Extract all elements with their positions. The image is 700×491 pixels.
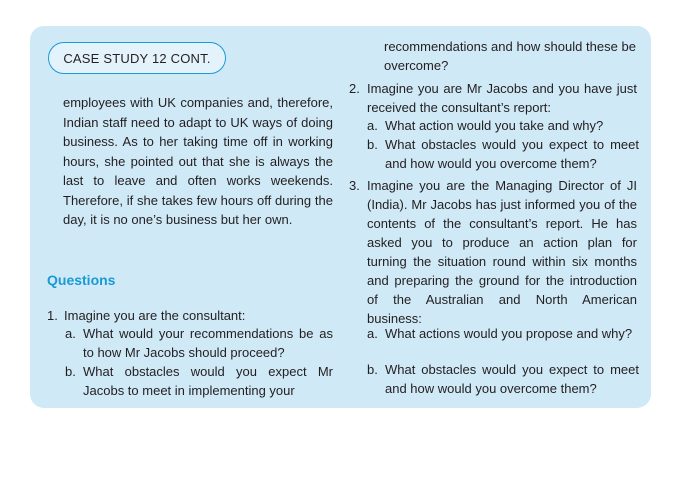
question-2 — [349, 79, 639, 119]
question-1a-text: What would your recommendations be as to how Mr Jacobs should proceed? — [83, 326, 333, 360]
questions-heading: Questions — [47, 272, 116, 288]
question-1b-letter: b. — [65, 364, 76, 379]
question-3a — [367, 324, 639, 364]
question-2a-text: What action would you take and why? — [385, 118, 604, 133]
question-1b-continued — [366, 37, 638, 77]
question-1b — [65, 362, 335, 402]
question-3b-letter: b. — [367, 362, 378, 377]
question-1b-continued-text: recommendations and how should these be overcome? — [384, 39, 636, 73]
question-1a — [65, 324, 335, 364]
question-2-number: 2. — [349, 81, 360, 96]
question-1a-letter: a. — [65, 326, 76, 341]
question-2-text: Imagine you are Mr Jacobs and you have just received the consultant’s report: — [367, 81, 637, 115]
question-1-number: 1. — [47, 308, 58, 323]
question-3b — [367, 360, 639, 400]
question-2b-letter: b. — [367, 137, 378, 152]
question-3-number: 3. — [349, 178, 360, 193]
question-2a-letter: a. — [367, 118, 378, 133]
question-2a — [367, 116, 639, 136]
question-2b — [367, 135, 639, 175]
question-1-text: Imagine you are the consultant: — [64, 308, 246, 323]
question-3b-text: What obstacles would you expect to meet and how would you overcome them? — [385, 362, 639, 396]
question-3-text: Imagine you are the Managing Director of JI (India). Mr Jacobs has just informed you of the contents of the consultant’s report. He has asked you to produce an action plan for turning the situation round within six months and preparing the ground for the introduction of the Australian and North American business: — [367, 178, 637, 326]
question-3a-text: What actions would you propose and why? — [385, 326, 633, 341]
case-study-badge: CASE STUDY 12 CONT. — [48, 42, 226, 74]
question-2b-text: What obstacles would you expect to meet and how would you overcome them? — [385, 137, 639, 171]
case-paragraph: employees with UK companies and, therefore, Indian staff need to adapt to UK ways of doing business. As to her taking time off in working hours, she pointed out that she is always the last to leave and often works weekends. Therefore, if she takes few hours off during the day, it is no one’s business but her own. — [63, 95, 333, 227]
question-1b-text: What obstacles would you expect Mr Jacobs to meet in implementing your — [83, 364, 333, 398]
question-1 — [47, 306, 337, 326]
question-3a-letter: a. — [367, 326, 378, 341]
question-3 — [349, 176, 639, 326]
